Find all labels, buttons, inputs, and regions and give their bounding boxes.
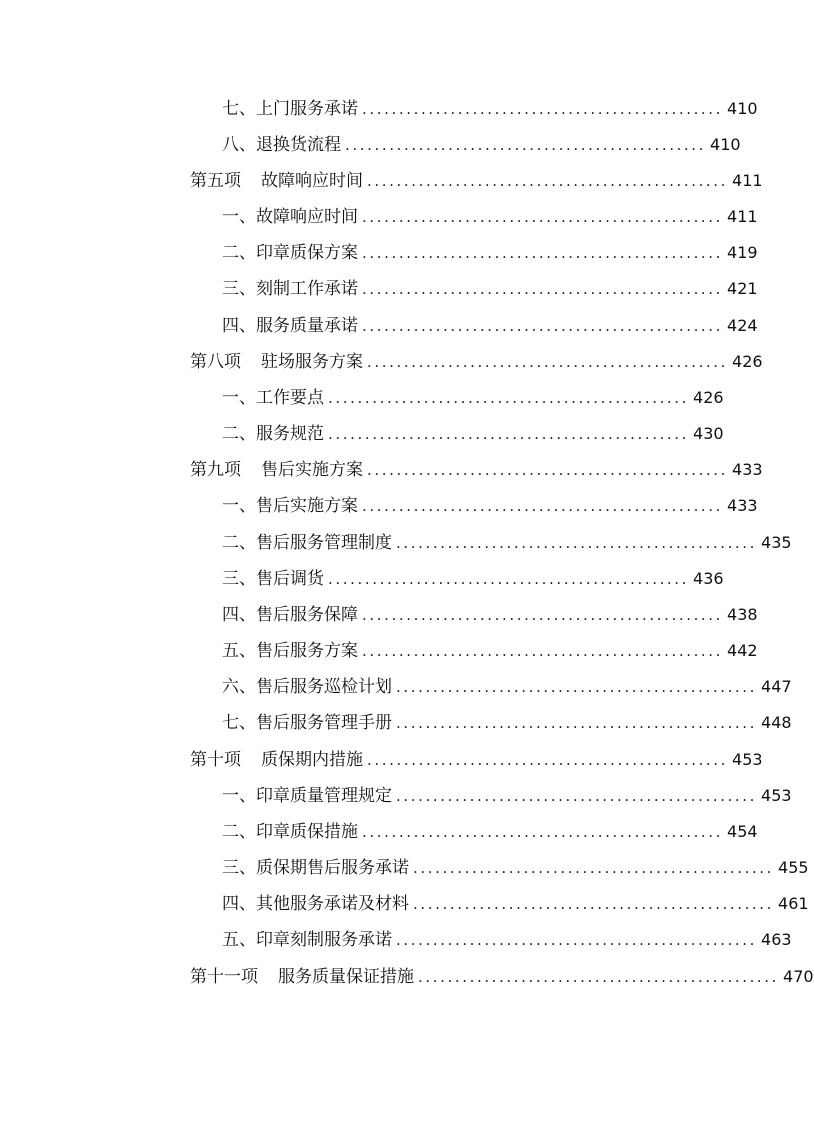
toc-leader-dots: ................................................. <box>362 497 724 515</box>
toc-page-number: 426 <box>693 388 724 407</box>
toc-leader-dots: ................................................. <box>396 714 758 732</box>
toc-section-prefix: 第九项 <box>190 460 241 480</box>
toc-leader-dots: ................................................. <box>362 280 724 298</box>
toc-section-prefix: 第十项 <box>190 750 241 770</box>
toc-leader-dots: ................................................. <box>396 678 758 696</box>
toc-entry[interactable] <box>222 488 758 524</box>
toc-section-label: 服务质量保证措施 <box>278 967 414 987</box>
toc-entry[interactable] <box>222 814 758 850</box>
toc-page-number: 424 <box>727 316 758 335</box>
toc-entry[interactable] <box>222 705 792 741</box>
toc-leader-dots: ................................................. <box>367 353 729 371</box>
toc-entry[interactable] <box>222 597 758 633</box>
toc-entry-title: 二、印章质保方案 <box>222 243 358 263</box>
toc-section-prefix: 第八项 <box>190 352 241 372</box>
toc-leader-dots: ................................................. <box>328 389 690 407</box>
toc-leader-dots: ................................................. <box>396 787 758 805</box>
toc-page-number: 410 <box>710 135 741 154</box>
toc-leader-dots: ................................................. <box>328 425 690 443</box>
toc-page-number: 421 <box>727 279 758 298</box>
toc-entry-title: 四、售后服务保障 <box>222 605 358 625</box>
toc-entry-title <box>190 742 363 778</box>
toc-entry-title <box>190 452 363 488</box>
toc-section-label: 故障响应时间 <box>261 171 363 191</box>
toc-entry[interactable] <box>222 525 792 561</box>
toc-page-number: 430 <box>693 424 724 443</box>
toc-leader-dots: ................................................. <box>396 931 758 949</box>
toc-entry-title: 七、上门服务承诺 <box>222 99 358 119</box>
toc-page-number: 455 <box>778 858 809 877</box>
toc-entry-title: 二、售后服务管理制度 <box>222 533 392 553</box>
toc-entry-title: 三、质保期售后服务承诺 <box>222 858 409 878</box>
toc-page-number: 461 <box>778 894 809 913</box>
toc-entry[interactable] <box>222 235 758 271</box>
toc-page-number: 453 <box>732 750 763 769</box>
toc-entry-title: 二、服务规范 <box>222 424 324 444</box>
toc-section-label: 售后实施方案 <box>261 460 363 480</box>
toc-entry[interactable] <box>222 91 758 127</box>
toc-page-number: 454 <box>727 822 758 841</box>
toc-leader-dots: ................................................. <box>345 136 707 154</box>
toc-page-number: 463 <box>761 930 792 949</box>
toc-entry-title: 一、售后实施方案 <box>222 496 358 516</box>
toc-entry[interactable] <box>222 561 724 597</box>
toc-entry-title <box>190 163 363 199</box>
toc-entry[interactable] <box>222 271 758 307</box>
toc-entry-title: 四、服务质量承诺 <box>222 316 358 336</box>
toc-entry-title: 八、退换货流程 <box>222 135 341 155</box>
toc-entry[interactable] <box>222 380 724 416</box>
toc-entry[interactable] <box>190 742 763 778</box>
toc-page-number: 433 <box>727 496 758 515</box>
toc-page-number: 442 <box>727 641 758 660</box>
toc-entry[interactable] <box>222 922 792 958</box>
toc-entry[interactable] <box>222 416 724 452</box>
toc-page-number: 470 <box>783 967 814 986</box>
toc-entry-title <box>190 959 414 995</box>
toc-entry[interactable] <box>190 452 763 488</box>
toc-page-number: 438 <box>727 605 758 624</box>
toc-entry-title: 三、刻制工作承诺 <box>222 279 358 299</box>
toc-page-number: 435 <box>761 533 792 552</box>
toc-leader-dots: ................................................. <box>396 534 758 552</box>
toc-entry[interactable] <box>222 778 792 814</box>
toc-section-label: 驻场服务方案 <box>261 352 363 372</box>
toc-entry-title: 六、售后服务巡检计划 <box>222 677 392 697</box>
toc-entry[interactable] <box>222 850 809 886</box>
toc-leader-dots: ................................................. <box>362 642 724 660</box>
toc-leader-dots: ................................................. <box>367 751 729 769</box>
toc-page-number: 436 <box>693 569 724 588</box>
toc-entry-title <box>190 344 363 380</box>
toc-leader-dots: ................................................. <box>362 208 724 226</box>
toc-entry-title: 一、工作要点 <box>222 388 324 408</box>
toc-page-number: 419 <box>727 243 758 262</box>
toc-page-number: 447 <box>761 677 792 696</box>
toc-leader-dots: ................................................. <box>362 317 724 335</box>
toc-leader-dots: ................................................. <box>413 895 775 913</box>
toc-entry-title: 一、故障响应时间 <box>222 207 358 227</box>
toc-entry[interactable] <box>222 633 758 669</box>
toc-entry[interactable] <box>190 959 814 995</box>
toc-leader-dots: ................................................. <box>328 570 690 588</box>
toc-page-number: 448 <box>761 713 792 732</box>
toc-leader-dots: ................................................. <box>362 823 724 841</box>
toc-entry-title: 五、印章刻制服务承诺 <box>222 930 392 950</box>
toc-entry-title: 五、售后服务方案 <box>222 641 358 661</box>
toc-entry-title: 二、印章质保措施 <box>222 822 358 842</box>
toc-page-number: 411 <box>727 207 758 226</box>
toc-section-prefix: 第五项 <box>190 171 241 191</box>
toc-leader-dots: ................................................. <box>367 461 729 479</box>
toc-leader-dots: ................................................. <box>413 859 775 877</box>
toc-page-number: 453 <box>761 786 792 805</box>
toc-section-label: 质保期内措施 <box>261 750 363 770</box>
toc-entry[interactable] <box>222 886 809 922</box>
toc-entry[interactable] <box>222 127 741 163</box>
toc-entry[interactable] <box>222 199 758 235</box>
toc-entry-title: 四、其他服务承诺及材料 <box>222 894 409 914</box>
toc-entry-title: 三、售后调货 <box>222 569 324 589</box>
toc-section-prefix: 第十一项 <box>190 967 258 987</box>
toc-leader-dots: ................................................. <box>362 606 724 624</box>
toc-entry[interactable] <box>190 344 763 380</box>
toc-entry-title: 七、售后服务管理手册 <box>222 713 392 733</box>
toc-leader-dots: ................................................. <box>362 244 724 262</box>
toc-entry[interactable] <box>190 163 763 199</box>
toc-page-number: 410 <box>727 99 758 118</box>
toc-entry[interactable] <box>222 308 758 344</box>
toc-page-number: 433 <box>732 460 763 479</box>
toc-page-number: 411 <box>732 171 763 190</box>
toc-entry[interactable] <box>222 669 792 705</box>
toc-page-number: 426 <box>732 352 763 371</box>
toc-leader-dots: ................................................. <box>362 100 724 118</box>
toc-leader-dots: ................................................. <box>367 172 729 190</box>
toc-entry-title: 一、印章质量管理规定 <box>222 786 392 806</box>
toc-leader-dots: ................................................. <box>418 968 780 986</box>
